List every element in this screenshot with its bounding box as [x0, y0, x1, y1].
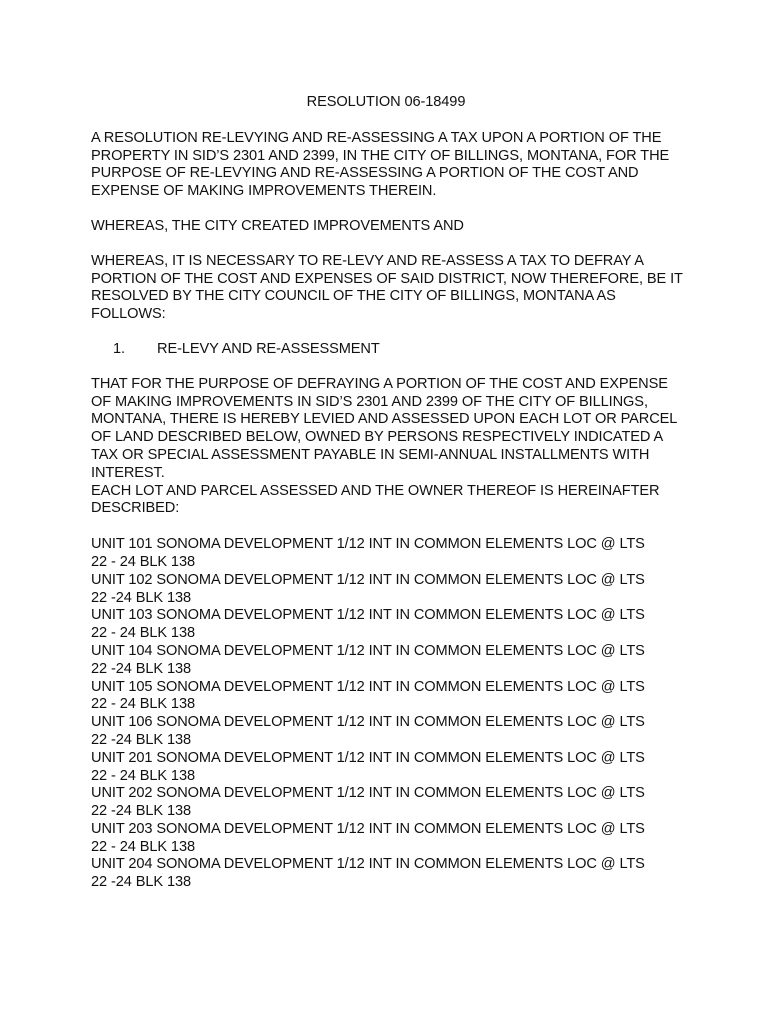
whereas-paragraph-2: WHEREAS, IT IS NECESSARY TO RE-LEVY AND RE-ASSESS A TAX TO DEFRAY A PORTION OF THE COST AND EXPENSES OF SAID DISTRICT, NOW THEREFORE, BE IT RESOLVED BY THE CITY COUNCIL OF THE CITY OF BILLINGS, MONTANA AS FOLLOWS:	[91, 252, 683, 323]
section-number: 1.	[113, 340, 125, 357]
unit-location: 22 -24 BLK 138	[91, 731, 192, 748]
section-title: RE-LEVY AND RE-ASSESSMENT	[157, 340, 380, 357]
unit-description: UNIT 202 SONOMA DEVELOPMENT 1/12 INT IN COMMON ELEMENTS LOC @ LTS	[91, 785, 645, 802]
preamble-paragraph: A RESOLUTION RE-LEVYING AND RE-ASSESSING A TAX UPON A PORTION OF THE PROPERTY IN SID’S 2301 AND 2399, IN THE CITY OF BILLINGS, MONTANA, FOR THE PURPOSE OF RE-LEVYING AND RE-ASSESSING A PORTION OF THE COST AND EXPENSE OF MAKING IMPROVEMENTS THEREIN.	[91, 129, 670, 200]
unit-location: 22 - 24 BLK 138	[91, 625, 195, 642]
unit-entry	[91, 785, 691, 821]
unit-location: 22 - 24 BLK 138	[91, 553, 195, 570]
unit-entry	[91, 536, 691, 572]
unit-description: UNIT 102 SONOMA DEVELOPMENT 1/12 INT IN COMMON ELEMENTS LOC @ LTS	[91, 571, 645, 588]
unit-entry	[91, 714, 691, 750]
unit-list	[91, 536, 691, 892]
unit-entry	[91, 821, 691, 857]
unit-description: UNIT 203 SONOMA DEVELOPMENT 1/12 INT IN COMMON ELEMENTS LOC @ LTS	[91, 820, 645, 837]
unit-entry	[91, 572, 691, 608]
unit-location: 22 - 24 BLK 138	[91, 838, 195, 855]
unit-description: UNIT 204 SONOMA DEVELOPMENT 1/12 INT IN COMMON ELEMENTS LOC @ LTS	[91, 856, 645, 873]
unit-entry	[91, 750, 691, 786]
unit-entry	[91, 643, 691, 679]
unit-description: UNIT 104 SONOMA DEVELOPMENT 1/12 INT IN COMMON ELEMENTS LOC @ LTS	[91, 642, 645, 659]
document-body	[91, 94, 691, 892]
assessment-owner-text: EACH LOT AND PARCEL ASSESSED AND THE OWNER THEREOF IS HEREINAFTER DESCRIBED:	[91, 482, 660, 517]
section-heading	[91, 341, 691, 359]
unit-description: UNIT 101 SONOMA DEVELOPMENT 1/12 INT IN COMMON ELEMENTS LOC @ LTS	[91, 536, 645, 553]
unit-location: 22 -24 BLK 138	[91, 803, 192, 820]
assessment-text: THAT FOR THE PURPOSE OF DEFRAYING A PORTION OF THE COST AND EXPENSE OF MAKING IMPROVEMENTS IN SID’S 2301 AND 2399 OF THE CITY OF BILLINGS, MONTANA, THERE IS HEREBY LEVIED AND ASSESSED UPON EACH LOT OR PARCEL OF LAND DESCRIBED BELOW, OWNED BY PERSONS RESPECTIVELY INDICATED A TAX OR SPECIAL ASSESSMENT PAYABLE IN SEMI-ANNUAL INSTALLMENTS WITH INTEREST.	[91, 375, 677, 481]
unit-entry	[91, 679, 691, 715]
unit-description: UNIT 106 SONOMA DEVELOPMENT 1/12 INT IN COMMON ELEMENTS LOC @ LTS	[91, 714, 645, 731]
unit-description: UNIT 103 SONOMA DEVELOPMENT 1/12 INT IN COMMON ELEMENTS LOC @ LTS	[91, 607, 645, 624]
assessment-paragraph	[91, 376, 691, 518]
unit-description: UNIT 105 SONOMA DEVELOPMENT 1/12 INT IN COMMON ELEMENTS LOC @ LTS	[91, 678, 645, 695]
unit-location: 22 -24 BLK 138	[91, 660, 192, 677]
unit-description: UNIT 201 SONOMA DEVELOPMENT 1/12 INT IN COMMON ELEMENTS LOC @ LTS	[91, 749, 645, 766]
unit-entry	[91, 607, 691, 643]
unit-location: 22 - 24 BLK 138	[91, 767, 195, 784]
unit-entry	[91, 856, 691, 892]
resolution-title: RESOLUTION 06-18499	[306, 94, 466, 110]
unit-location: 22 -24 BLK 138	[91, 589, 192, 606]
unit-location: 22 -24 BLK 138	[91, 874, 192, 891]
whereas-paragraph-1: WHEREAS, THE CITY CREATED IMPROVEMENTS AND	[91, 217, 464, 234]
unit-location: 22 - 24 BLK 138	[91, 696, 195, 713]
